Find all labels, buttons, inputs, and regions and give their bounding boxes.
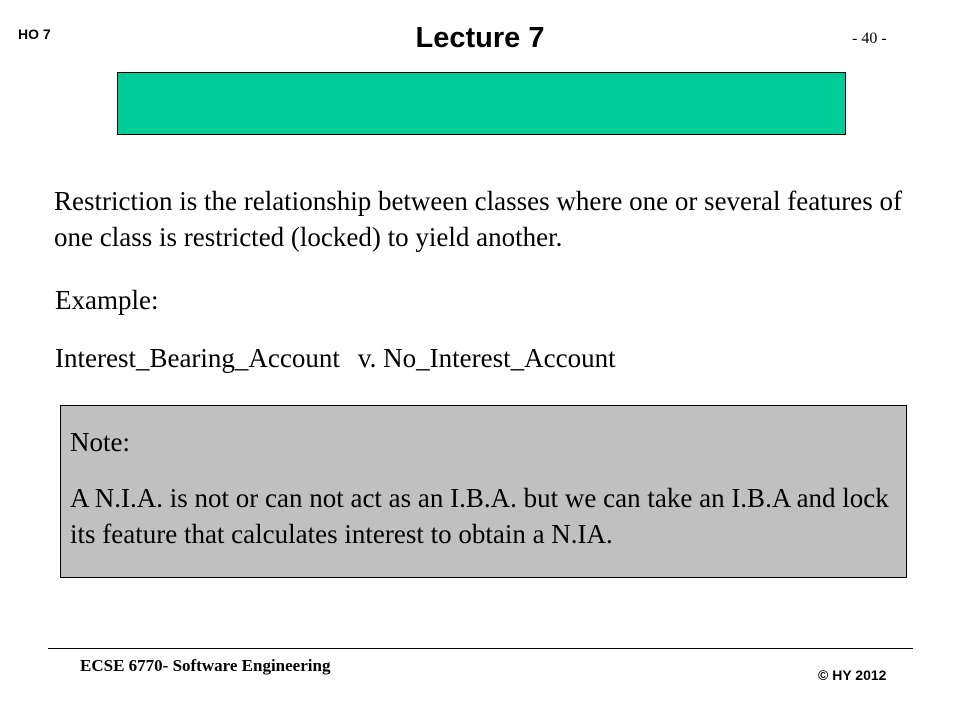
page-number: - 40 - bbox=[852, 30, 887, 47]
slide-title-band bbox=[117, 72, 846, 135]
example-label: Example: bbox=[55, 285, 159, 315]
handout-label: HO 7 bbox=[18, 26, 51, 42]
footer-copyright: © HY 2012 bbox=[818, 667, 887, 683]
example-line bbox=[55, 340, 616, 376]
example-class-a: Interest_Bearing_Account bbox=[55, 343, 340, 373]
footer-divider bbox=[48, 648, 913, 649]
note-text: A N.I.A. is not or can not act as an I.B.A. but we can take an I.B.A and lock its feature that calculates interest to obtain a N.IA. bbox=[70, 483, 889, 549]
note-label: Note: bbox=[70, 427, 130, 457]
page-title: Lecture 7 bbox=[415, 22, 545, 54]
restriction-definition: Restriction is the relationship between classes where one or several features of one class is restricted (locked) to yield another. bbox=[54, 186, 902, 252]
footer-course: ECSE 6770- Software Engineering bbox=[80, 656, 331, 675]
example-class-b: v. No_Interest_Account bbox=[357, 343, 616, 373]
